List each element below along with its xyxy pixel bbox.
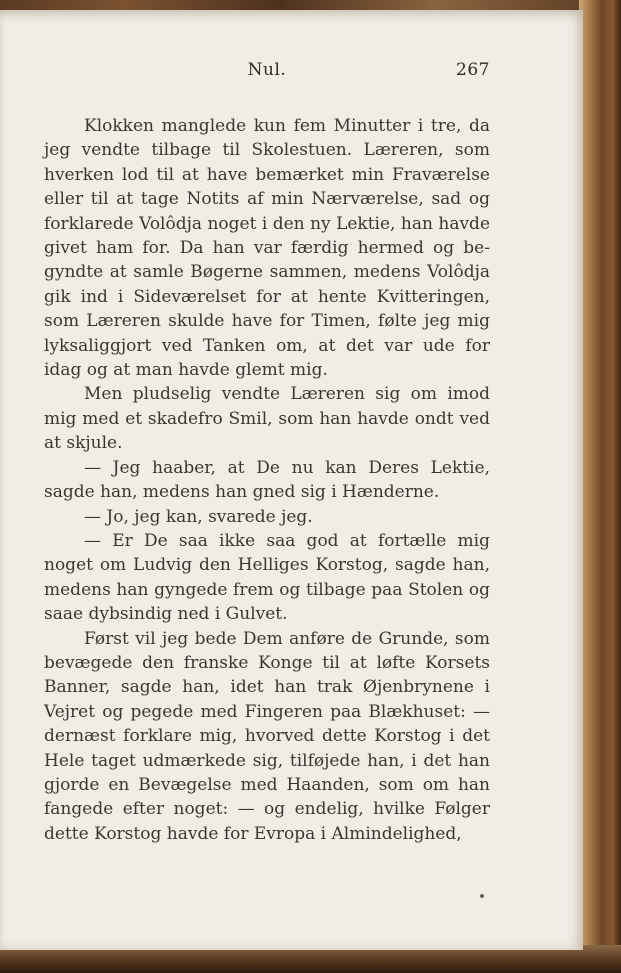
paragraph: — Jo, jeg kan, svarede jeg. <box>84 506 313 527</box>
paragraph: Først vil jeg bede Dem anføre de Grunde, som bevægede den franske Konge til at løfte Korsets Banner, sagde han, idet han trak Øjenbrynene i Vejret og pegede med Fingeren paa Blækhuset: — dernæst forklare mig, hvorved dette Korstog i det Hele taget udmærkede sig, tilføjede han, i det han gjorde en Bevægelse med Haanden, som om han fangede efter noget: — og endelig, hvilke Følger dette Korstog havde for Evropa i Almindelighed, <box>44 628 490 844</box>
paragraph: Men pludselig vendte Læreren sig om imod mig med et skadefro Smil, som han havde ondt ved at skjule. <box>44 384 490 454</box>
paragraph: — Jeg haaber, at De nu kan Deres Lektie, sagde han, medens han gned sig i Hænderne. <box>44 457 490 503</box>
running-title: Nul. <box>247 60 287 80</box>
paragraph: — Er De saa ikke saa god at fortælle mig noget om Ludvig den Helliges Korstog, sagde han, medens han gyngede frem og tilbage paa Stolen og saae dybsindig ned i Gulvet. <box>44 530 490 625</box>
ink-speck <box>480 894 484 898</box>
book-page <box>0 10 583 950</box>
text-body <box>44 114 490 846</box>
page-header <box>44 60 490 84</box>
page-number: 267 <box>456 60 490 80</box>
book-binding-edge <box>579 0 621 973</box>
paragraph: Klokken manglede kun fem Minutter i tre, da jeg vendte tilbage til Skolestuen. Læreren, som hverken lod til at have bemærket min Fraværelse eller til at tage Notits af min Nærværelse, sad og forklarede Volôdja noget i den ny Lektie, han havde givet ham for. Da han var færdig hermed og begyndte at samle Bøgerne sammen, medens Volôdja gik ind i Sideværelset for at hente Kvitteringen, som Læreren skulde have for Timen, følte jeg mig lyksaliggjort ved Tanken om, at det var ude for idag og at man havde glemt mig. <box>44 116 490 381</box>
